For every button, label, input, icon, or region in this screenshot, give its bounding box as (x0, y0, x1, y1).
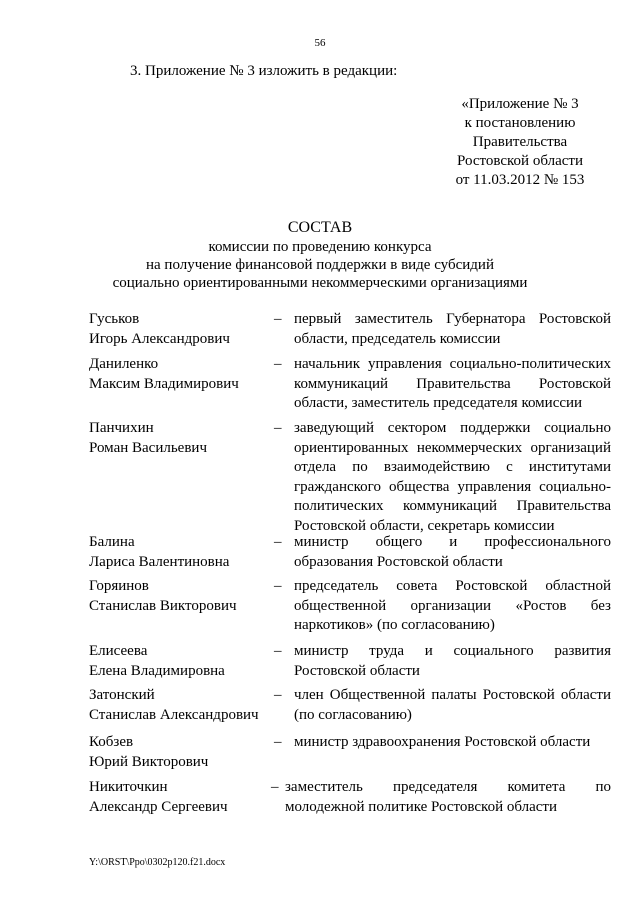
document-title (0, 218, 640, 292)
member-role: первый заместитель Губернатора Ростовской области, председатель комиссии (294, 311, 611, 347)
dash: – (274, 687, 282, 703)
appendix-line: Правительства (472, 134, 568, 150)
title-line: социально ориентированными некоммерческими организациями (112, 275, 528, 291)
member-given-name: Станислав Александрович (89, 706, 259, 723)
member-name (89, 310, 269, 349)
member-name (89, 686, 269, 725)
member-surname: Гуськов (89, 311, 140, 327)
member-role: начальник управления социально-политических коммуникаций Правительства Ростовской области, заместитель председателя комиссии (294, 356, 611, 411)
member-surname: Горяинов (89, 578, 149, 594)
member-surname: Балина (89, 534, 135, 550)
file-path-footer: Y:\ORST\Ppo\0302p120.f21.docx (89, 857, 226, 868)
member-surname: Панчихин (89, 420, 154, 436)
member-name (89, 419, 269, 458)
member-name (89, 577, 269, 616)
member-given-name: Юрий Викторович (89, 753, 209, 770)
dash: – (274, 734, 282, 750)
member-name (89, 733, 269, 772)
dash: – (274, 420, 282, 436)
member-given-name: Игорь Александрович (89, 330, 230, 347)
member-surname: Затонский (89, 687, 155, 703)
member-name (89, 355, 269, 394)
title-line: на получение финансовой поддержки в виде субсидий (146, 257, 494, 273)
title-heading: СОСТАВ (287, 219, 353, 236)
member-name (89, 642, 269, 681)
dash: – (274, 311, 282, 327)
dash: – (274, 356, 282, 372)
member-given-name: Роман Васильевич (89, 439, 207, 456)
member-name (89, 533, 269, 572)
appendix-header (440, 95, 600, 190)
member-surname: Елисеева (89, 643, 148, 659)
amendment-intro: 3. Приложение № 3 изложить в редакции: (130, 63, 398, 79)
dash: – (274, 534, 282, 550)
appendix-line: Ростовской области (457, 153, 583, 169)
member-role: министр труда и социального развития Ростовской области (294, 643, 611, 679)
member-role: председатель совета Ростовской областной общественной организации «Ростов без наркотиков» (по согласованию) (294, 578, 611, 633)
member-given-name: Александр Сергеевич (89, 798, 228, 815)
member-given-name: Станислав Викторович (89, 597, 237, 614)
member-surname: Даниленко (89, 356, 159, 372)
appendix-line: к постановлению (464, 115, 576, 131)
member-role: министр общего и профессионального образования Ростовской области (294, 534, 611, 570)
dash: – (274, 578, 282, 594)
appendix-line: от 11.03.2012 № 153 (455, 172, 585, 188)
title-line: комиссии по проведению конкурса (208, 239, 432, 255)
member-given-name: Лариса Валентиновна (89, 553, 230, 570)
member-role: заведующий сектором поддержки социально ориентированных некоммерческих организаций отдела по взаимодействию с институтами гражданского общества управления социально-политических коммуникаций Правительства Ростовской области, секретарь комиссии (294, 420, 611, 534)
member-role: член Общественной палаты Ростовской области (по согласованию) (294, 687, 611, 723)
member-role: заместитель председателя комитета по молодежной политике Ростовской области (285, 779, 611, 815)
appendix-line: «Приложение № 3 (461, 96, 579, 112)
member-given-name: Елена Владимировна (89, 662, 225, 679)
member-surname: Никиточкин (89, 779, 168, 795)
member-name (89, 778, 269, 817)
member-given-name: Максим Владимирович (89, 375, 239, 392)
dash: – (271, 779, 279, 795)
member-role: министр здравоохранения Ростовской области (294, 734, 591, 750)
dash: – (274, 643, 282, 659)
member-surname: Кобзев (89, 734, 134, 750)
page-number: 56 (314, 37, 326, 49)
